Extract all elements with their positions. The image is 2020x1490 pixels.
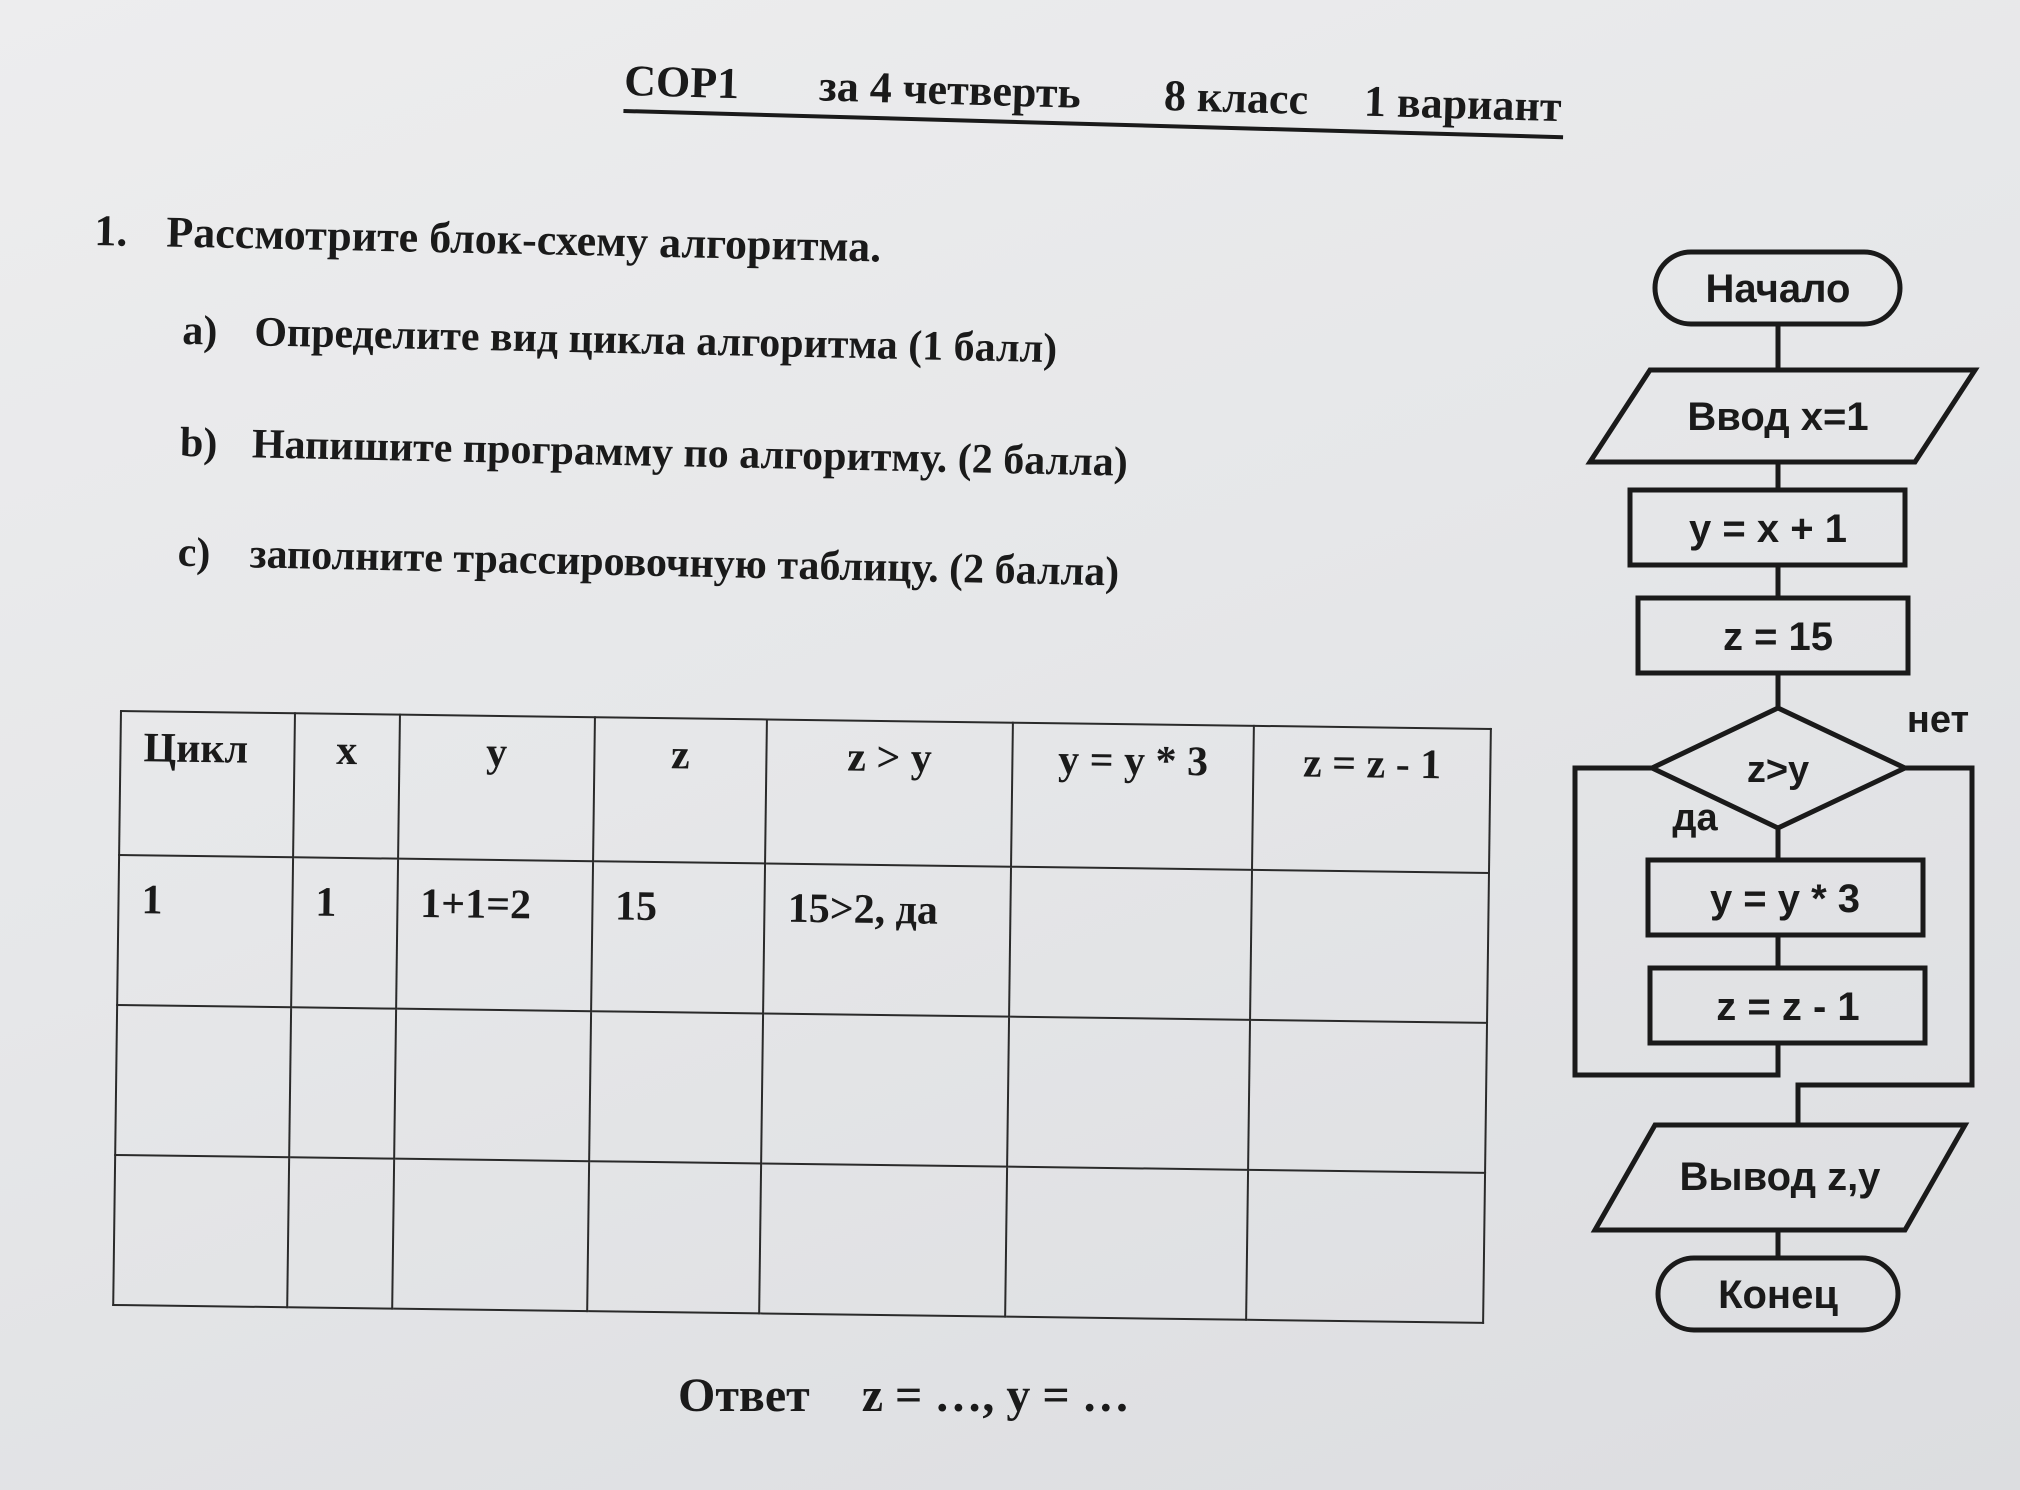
col-header-x: x <box>293 713 400 858</box>
table-row <box>115 1005 1487 1173</box>
table-cell: 15 <box>591 861 766 1013</box>
start-label: Начало <box>1705 267 1851 311</box>
table-cell: 1 <box>291 857 398 1008</box>
item-a-mark: a) <box>181 307 218 355</box>
trace-table <box>112 710 1492 1324</box>
yes-label: да <box>1672 797 1718 839</box>
body-1-label: y = y * 3 <box>1709 877 1861 921</box>
table-cell[interactable] <box>1007 1017 1250 1170</box>
header-grade: 8 класс <box>1163 71 1309 125</box>
col-header-condition: z > y <box>765 719 1013 866</box>
item-b-text: Напишите программу по алгоритму. (2 балла) <box>251 421 1129 486</box>
task-number: 1. <box>93 205 128 256</box>
col-header-z-update: z = z - 1 <box>1252 726 1490 873</box>
task-text: Рассмотрите блок-схему алгоритма. <box>165 207 882 272</box>
item-a-text: Определите вид цикла алгоритма (1 балл) <box>253 309 1058 373</box>
table-cell[interactable] <box>394 1009 591 1162</box>
table-cell[interactable] <box>761 1013 1009 1166</box>
table-cell[interactable] <box>287 1157 394 1308</box>
table-row <box>113 1155 1485 1323</box>
table-cell: 1 <box>117 855 293 1007</box>
worksheet-header <box>623 55 1565 161</box>
output-label: Вывод z,y <box>1679 1155 1881 1199</box>
answer-line <box>678 1368 1130 1423</box>
header-quarter: за 4 четверть <box>818 61 1082 118</box>
table-cell[interactable] <box>1249 1020 1487 1173</box>
table-cell[interactable] <box>1250 870 1488 1023</box>
trace-header-row <box>119 711 1491 873</box>
item-c-text: заполните трассировочную таблицу. (2 балла) <box>249 531 1120 596</box>
step-z-label: z = 15 <box>1722 615 1834 659</box>
item-b-mark: b) <box>179 419 218 467</box>
item-c-mark: c) <box>177 529 211 577</box>
table-cell[interactable] <box>759 1163 1007 1316</box>
table-cell[interactable] <box>289 1007 396 1158</box>
table-cell[interactable] <box>113 1155 289 1307</box>
condition-label: z>y <box>1746 749 1810 791</box>
input-label: Ввод x=1 <box>1687 395 1869 439</box>
table-cell[interactable] <box>1247 1170 1485 1323</box>
table-cell[interactable] <box>1009 867 1252 1020</box>
col-header-cycle: Цикл <box>119 711 295 857</box>
step-y-label: y = x + 1 <box>1689 507 1847 551</box>
no-label: нет <box>1906 699 1970 741</box>
col-header-y-update: y = y * 3 <box>1011 723 1254 870</box>
table-cell[interactable] <box>589 1011 764 1163</box>
col-header-y: y <box>398 715 595 862</box>
answer-formula: z = …, y = … <box>861 1369 1130 1422</box>
table-row <box>117 855 1489 1023</box>
table-cell: 15>2, да <box>763 863 1011 1016</box>
answer-label: Ответ <box>678 1369 810 1422</box>
table-cell[interactable] <box>1005 1167 1248 1320</box>
table-cell[interactable] <box>115 1005 291 1157</box>
body-2-label: z = z - 1 <box>1716 985 1860 1029</box>
table-cell: 1+1=2 <box>396 859 593 1012</box>
no-branch-line <box>1798 768 1972 1125</box>
header-variant: 1 вариант <box>1363 76 1563 132</box>
header-code: СОР1 <box>623 55 740 109</box>
table-cell[interactable] <box>392 1159 589 1312</box>
algorithm-flowchart <box>1560 240 2000 1340</box>
end-label: Конец <box>1718 1273 1838 1317</box>
task-block <box>86 205 1295 660</box>
table-cell[interactable] <box>587 1161 762 1313</box>
col-header-z: z <box>593 717 768 863</box>
